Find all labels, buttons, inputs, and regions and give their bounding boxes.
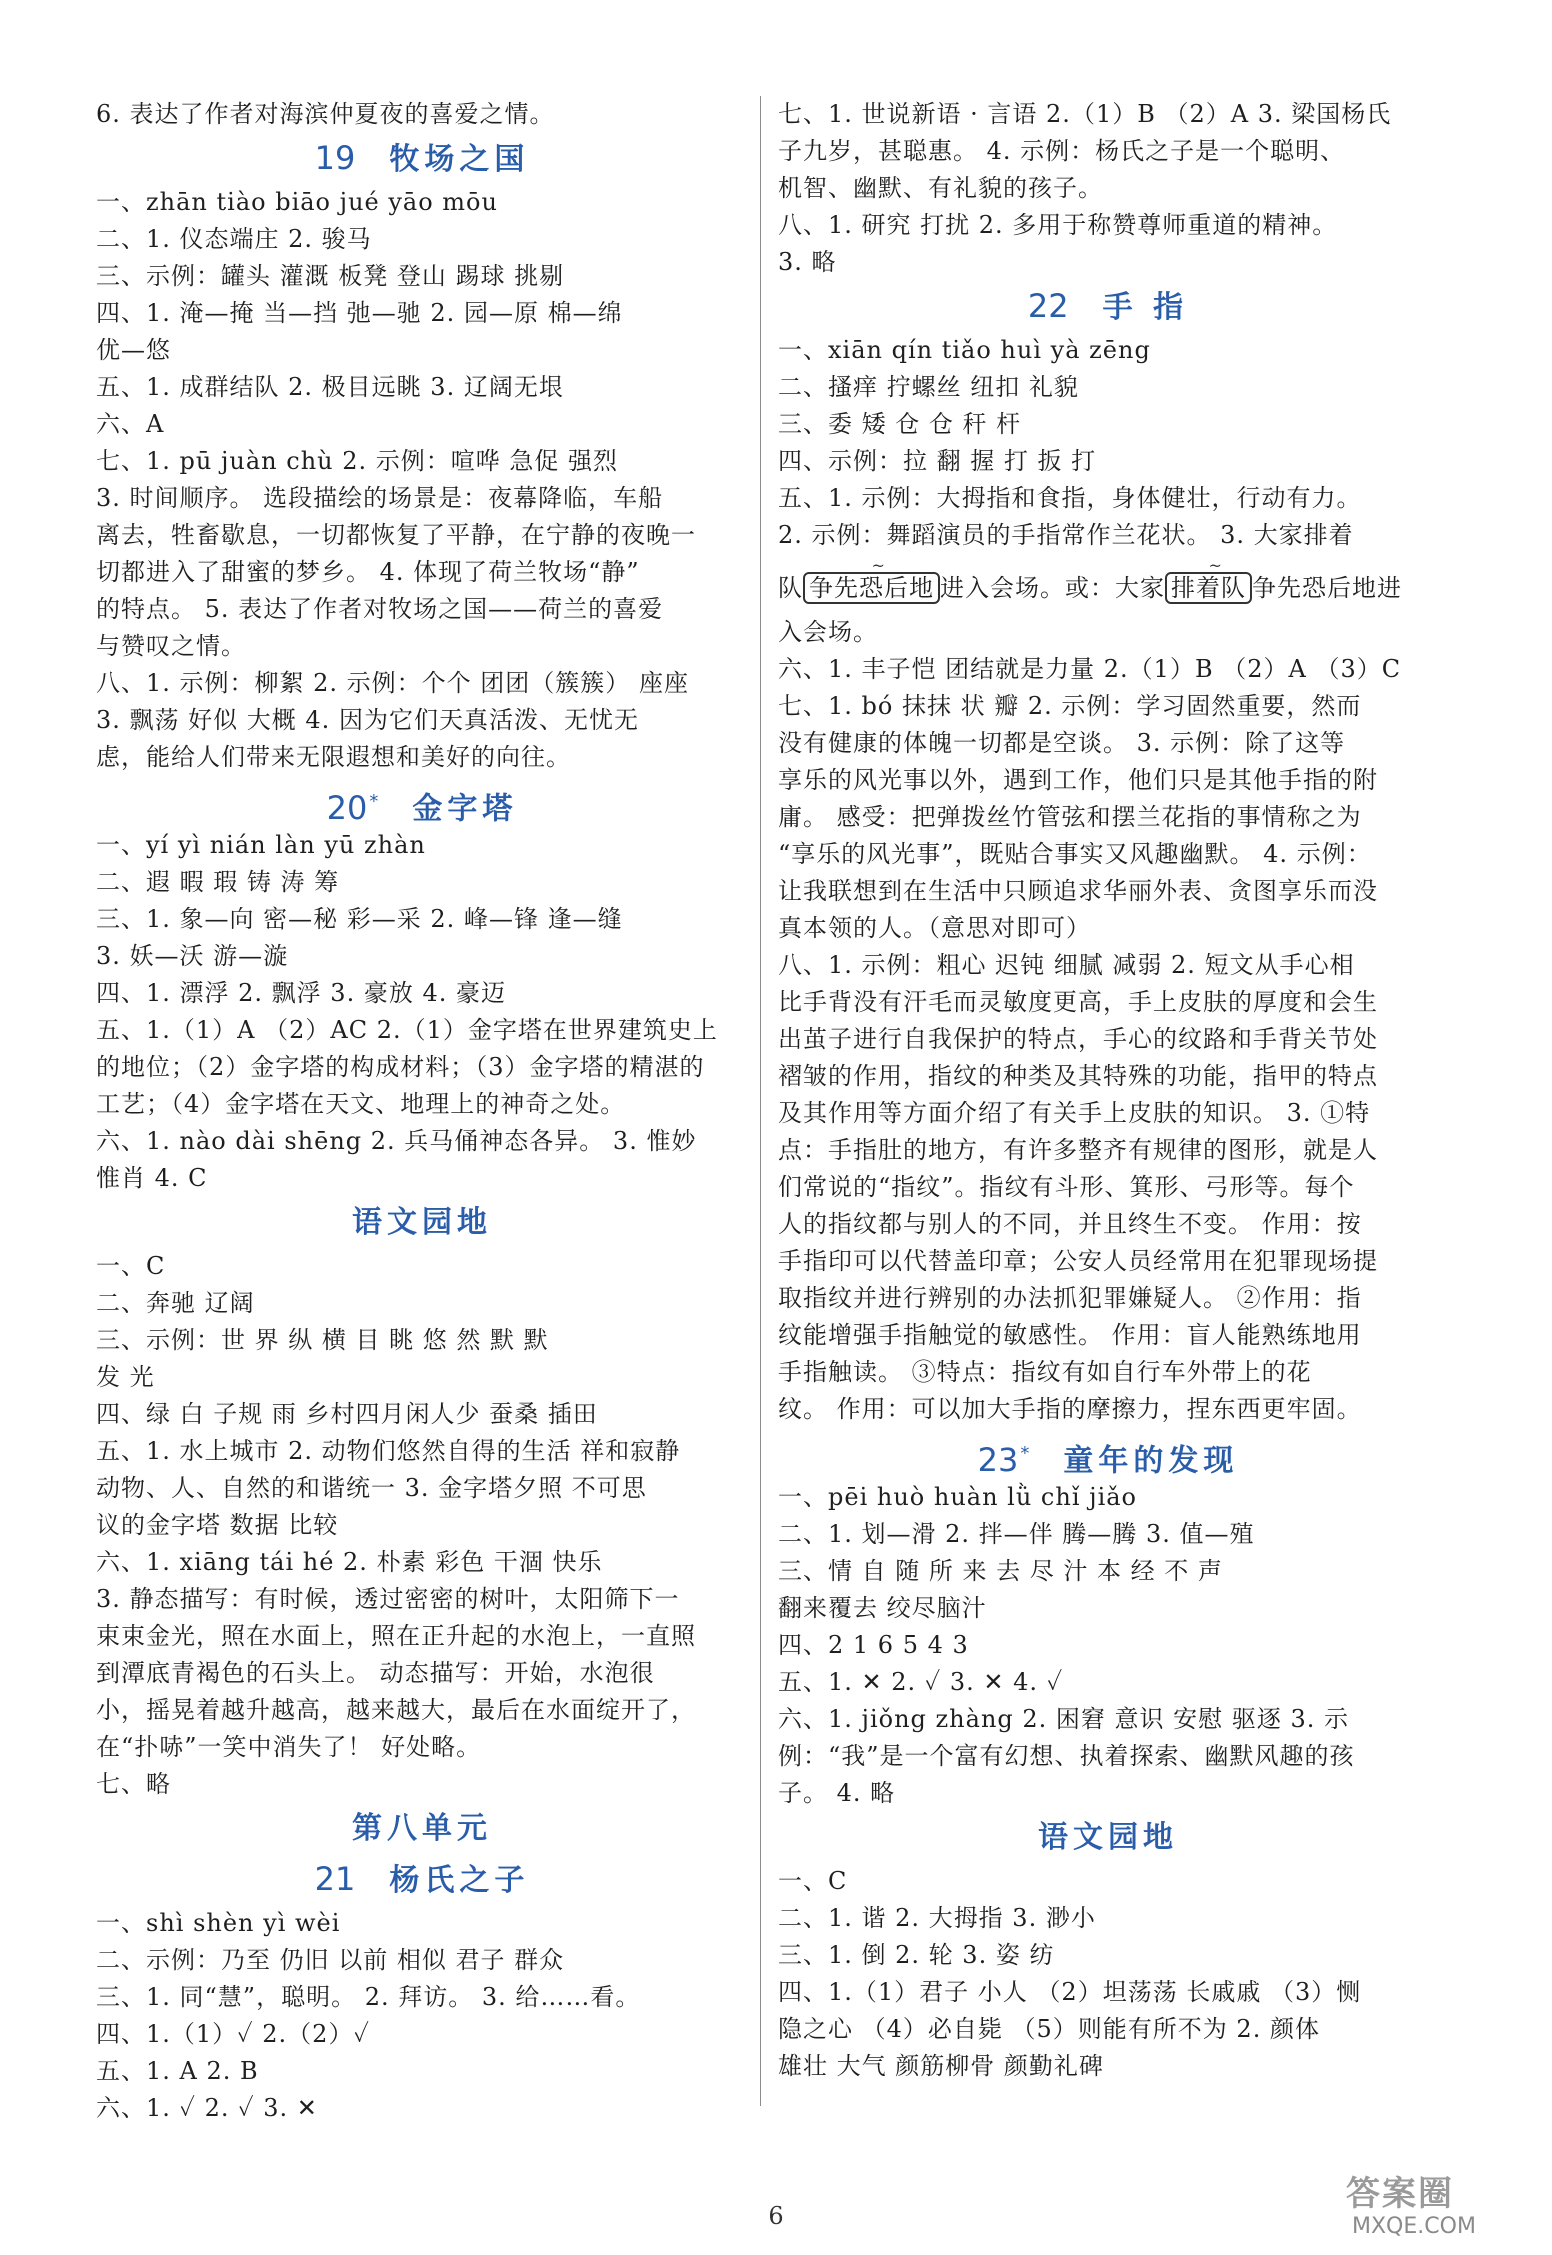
lesson-number-text: 23 [977, 1440, 1019, 1479]
answer-line: 七、略 [96, 1770, 171, 1798]
answer-line: 与赞叹之情。 [96, 632, 246, 660]
answer-line: 六、A [96, 410, 165, 438]
answer-line: 3. 妖—沃 游—漩 [96, 942, 289, 970]
lesson-19-heading [96, 133, 748, 184]
boxed-phrase [803, 556, 940, 604]
lesson-title: 童年的发现 [1063, 1443, 1239, 1479]
boxed-text: 争先恐后地 [809, 574, 934, 602]
answer-line: 惟肖 4. C [96, 1164, 208, 1192]
answer-line: 6. 表达了作者对海滨仲夏夜的喜爱之情。 [96, 100, 555, 128]
answer-line: 六、1. nào dài shēng 2. 兵马俑神态各异。 3. 惟妙 [96, 1127, 697, 1155]
answer-line: 2. 示例：舞蹈演员的手指常作兰花状。 3. 大家排着 [778, 521, 1354, 549]
answer-line: 七、1. 世说新语 · 言语 2.（1）B （2）A 3. 梁国杨氏 [778, 100, 1392, 128]
answer-line: “享乐的风光事”，既贴合事实又风趣幽默。 4. 示例： [778, 840, 1372, 868]
insert-mark-icon: ~ [1208, 556, 1223, 575]
lesson-number-text: 20 [326, 788, 368, 827]
answer-line: 3. 略 [778, 248, 837, 276]
optional-lesson-mark: * [1020, 1443, 1030, 1464]
watermark-logo [1346, 2166, 1546, 2246]
answer-line: 到潭底青褐色的石头上。 动态描写：开始，水泡很 [96, 1659, 655, 1687]
lesson-title: 杨氏之子 [389, 1863, 530, 1898]
answer-line: 优—悠 [96, 336, 171, 364]
answer-line: 的特点。 5. 表达了作者对牧场之国——荷兰的喜爱 [96, 595, 664, 623]
answer-line: 四、1. 漂浮 2. 飘浮 3. 豪放 4. 豪迈 [96, 979, 506, 1007]
answer-line: 享乐的风光事以外，遇到工作，他们只是其他手指的附 [778, 766, 1378, 794]
lesson-22-heading [778, 281, 1438, 332]
answer-line: 小，摇晃着越升越高，越来越大，最后在水面绽开了， [96, 1696, 696, 1724]
answer-line: 们常说的“指纹”。指纹有斗形、箕形、弓形等。每个 [778, 1173, 1355, 1201]
answer-line: 一、yí yì nián làn yū zhàn [96, 831, 426, 859]
answer-line: 三、1. 同“慧”，聪明。 2. 拜访。 3. 给……看。 [96, 1983, 641, 2011]
right-column [778, 96, 1438, 2085]
answer-line: 让我联想到在生活中只顾追求华丽外表、贪图享乐而没 [778, 877, 1378, 905]
chinese-garden-heading: 语文园地 [352, 1205, 492, 1240]
answer-line: 五、1. A 2. B [96, 2057, 259, 2085]
boxed-text: 排着队 [1171, 574, 1246, 602]
answer-line: 三、1. 倒 2. 轮 3. 姿 纺 [778, 1941, 1055, 1969]
answer-line: 隐之心 （4）必自毙 （5）则能有所不为 2. 颜体 [778, 2015, 1320, 2043]
answer-line-with-boxes [778, 554, 1438, 614]
lesson-number: 19 [314, 139, 356, 177]
answer-line: 纹能增强手指触觉的敏感性。 作用：盲人能熟练地用 [778, 1321, 1362, 1349]
answer-line: 翻来覆去 绞尽脑汁 [778, 1594, 987, 1622]
answer-line: 八、1. 研究 打扰 2. 多用于称赞尊师重道的精神。 [778, 211, 1338, 239]
answer-line: 三、委 矮 仓 仓 秆 杆 [778, 410, 1022, 438]
answer-line: 切都进入了甜蜜的梦乡。 4. 体现了荷兰牧场“静” [96, 558, 640, 586]
answer-line: 三、示例：罐头 灌溉 板凳 登山 踢球 挑剔 [96, 262, 565, 290]
answer-line: 三、示例：世 界 纵 横 目 眺 悠 然 默 默 [96, 1326, 549, 1354]
lesson-number: 22 [1027, 287, 1069, 325]
answer-line: 六、1. jiǒng zhàng 2. 困窘 意识 安慰 驱逐 3. 示 [778, 1705, 1349, 1733]
answer-line: 子九岁，甚聪惠。 4. 示例：杨氏之子是一个聪明、 [778, 137, 1346, 165]
lesson-title: 手 指 [1102, 290, 1189, 325]
answer-line: 一、C [778, 1867, 848, 1895]
answer-line: 五、1. ✕ 2. ✓ 3. ✕ 4. ✓ [778, 1668, 1064, 1696]
answer-line: 入会场。 [778, 618, 878, 646]
chinese-garden-heading: 语文园地 [1038, 1820, 1178, 1855]
answer-line: 五、1. 水上城市 2. 动物们悠然自得的生活 祥和寂静 [96, 1437, 681, 1465]
lesson-23-heading [778, 1428, 1438, 1479]
answer-line: 一、xiān qín tiǎo huì yà zēng [778, 336, 1151, 364]
answer-line: 五、1. 示例：大拇指和食指，身体健壮，行动有力。 [778, 484, 1362, 512]
answer-line: 人的指纹都与别人的不同，并且终生不变。 作用：按 [778, 1210, 1362, 1238]
answer-line: 发 光 [96, 1363, 155, 1391]
column-divider [760, 96, 761, 2106]
answer-line: 一、zhān tiào biāo jué yāo mōu [96, 188, 498, 216]
answer-line: 二、搔痒 拧螺丝 纽扣 礼貌 [778, 373, 1079, 401]
answer-line: 四、绿 白 子规 雨 乡村四月闲人少 蚕桑 插田 [96, 1400, 598, 1428]
answer-line: 四、1.（1）✓ 2.（2）✓ [96, 2020, 370, 2048]
unit-heading: 第八单元 [352, 1811, 492, 1846]
boxed-phrase [1165, 556, 1252, 604]
lesson-number [327, 789, 379, 827]
answer-line: 三、情 自 随 所 来 去 尽 汁 本 经 不 声 [778, 1557, 1223, 1585]
answer-line: 七、1. bó 抹抹 状 瓣 2. 示例：学习固然重要，然而 [778, 692, 1362, 720]
answer-line: 束束金光，照在水面上，照在正升起的水泡上，一直照 [96, 1622, 696, 1650]
answer-line: 五、1.（1）A （2）AC 2.（1）金字塔在世界建筑史上 [96, 1016, 718, 1044]
answer-line: 庸。 感受：把弹拨丝竹管弦和摆兰花指的事情称之为 [778, 803, 1362, 831]
answer-line: 八、1. 示例：粗心 迟钝 细腻 减弱 2. 短文从手心相 [778, 951, 1355, 979]
answer-line: 四、1. 淹—掩 当—挡 弛—驰 2. 园—原 棉—绵 [96, 299, 623, 327]
text-fragment: 队 [778, 574, 803, 602]
answer-line: 二、1. 谐 2. 大拇指 3. 渺小 [778, 1904, 1096, 1932]
answer-line: 比手背没有汗毛而灵敏度更高，手上皮肤的厚度和会生 [778, 988, 1378, 1016]
answer-line: 手指触读。 ③特点：指纹有如自行车外带上的花 [778, 1358, 1312, 1386]
lesson-21-heading [96, 1854, 748, 1905]
answer-line: 在“扑哧”一笑中消失了！ 好处略。 [96, 1733, 482, 1761]
answer-line: 六、1. 丰子恺 团结就是力量 2.（1）B （2）A （3）C [778, 655, 1402, 683]
lesson-title: 金字塔 [412, 791, 518, 827]
answer-line: 的地位；（2）金字塔的构成材料；（3）金字塔的精湛的 [96, 1053, 705, 1081]
answer-line: 3. 飘荡 好似 大概 4. 因为它们天真活泼、无忧无 [96, 706, 639, 734]
answer-line: 四、示例：拉 翻 握 打 扳 打 [778, 447, 1097, 475]
watermark-text: 答案圈 [1346, 2174, 1454, 2214]
optional-lesson-mark: * [369, 791, 379, 812]
answer-line: 3. 静态描写：有时候，透过密密的树叶，太阳筛下一 [96, 1585, 680, 1613]
answer-line: 褶皱的作用，指纹的种类及其特殊的功能，指甲的特点 [778, 1062, 1378, 1090]
answer-line: 五、1. 成群结队 2. 极目远眺 3. 辽阔无垠 [96, 373, 564, 401]
answer-line: 四、1.（1）君子 小人 （2）坦荡荡 长戚戚 （3）恻 [778, 1978, 1362, 2006]
answer-line: 没有健康的体魄一切都是空谈。 3. 示例：除了这等 [778, 729, 1346, 757]
answer-line: 纹。 作用：可以加大手指的摩擦力，捏东西更牢固。 [778, 1395, 1362, 1423]
left-column [96, 96, 748, 2127]
answer-line: 议的金字塔 数据 比较 [96, 1511, 339, 1539]
answer-line: 八、1. 示例：柳絮 2. 示例：个个 团团（簇簇） 座座 [96, 669, 689, 697]
lesson-20-heading [96, 776, 748, 827]
lesson-number: 21 [314, 1860, 356, 1898]
answer-line: 一、C [96, 1252, 166, 1280]
answer-line: 六、1. xiāng tái hé 2. 朴素 彩色 干涸 快乐 [96, 1548, 603, 1576]
answer-line: 二、遐 暇 瑕 铸 涛 筹 [96, 868, 340, 896]
lesson-title: 牧场之国 [389, 142, 530, 177]
text-fragment: 争先恐后地进 [1252, 574, 1402, 602]
answer-line: 点：手指肚的地方，有许多整齐有规律的图形，就是人 [778, 1136, 1378, 1164]
answer-line: 取指纹并进行辨别的办法抓犯罪嫌疑人。 ②作用：指 [778, 1284, 1362, 1312]
answer-line: 四、2 1 6 5 4 3 [778, 1631, 969, 1659]
answer-line: 一、shì shèn yì wèi [96, 1909, 341, 1937]
answer-line: 机智、幽默、有礼貌的孩子。 [778, 174, 1103, 202]
answer-line: 工艺；（4）金字塔在天文、地理上的神奇之处。 [96, 1090, 626, 1118]
answer-line: 子。 4. 略 [778, 1779, 896, 1807]
answer-line: 二、奔驰 辽阔 [96, 1289, 255, 1317]
answer-line: 例：“我”是一个富有幻想、执着探索、幽默风趣的孩 [778, 1742, 1355, 1770]
answer-line: 动物、人、自然的和谐统一 3. 金字塔夕照 不可思 [96, 1474, 647, 1502]
answer-line: 3. 时间顺序。 选段描绘的场景是：夜幕降临，车船 [96, 484, 664, 512]
answer-line: 虑，能给人们带来无限遐想和美好的向往。 [96, 743, 571, 771]
answer-line: 及其作用等方面介绍了有关手上皮肤的知识。 3. ①特 [778, 1099, 1371, 1127]
text-fragment: 进入会场。或：大家 [940, 574, 1165, 602]
answer-line: 七、1. pū juàn chù 2. 示例：喧哗 急促 强烈 [96, 447, 619, 475]
insert-mark-icon: ~ [871, 556, 886, 575]
answer-line: 真本领的人。（意思对即可） [778, 914, 1091, 942]
answer-line: 二、1. 划—滑 2. 拌—伴 腾—腾 3. 值—殖 [778, 1520, 1255, 1548]
answer-line: 一、pēi huò huàn lǜ chǐ jiǎo [778, 1483, 1138, 1511]
answer-line: 三、1. 象—向 密—秘 彩—采 2. 峰—锋 逢—缝 [96, 905, 623, 933]
answer-line: 雄壮 大气 颜筋柳骨 颜勤礼碑 [778, 2052, 1104, 2080]
answer-line: 出茧子进行自我保护的特点，手心的纹路和手背关节处 [778, 1025, 1378, 1053]
watermark-url: MXQE.COM [1352, 2214, 1476, 2239]
answer-line: 二、示例：乃至 仍旧 以前 相似 君子 群众 [96, 1946, 565, 1974]
answer-line: 六、1. ✓ 2. ✓ 3. ✕ [96, 2094, 318, 2122]
page-number: 6 [768, 2202, 784, 2230]
answer-line: 二、1. 仪态端庄 2. 骏马 [96, 225, 372, 253]
answer-line: 手指印可以代替盖印章；公安人员经常用在犯罪现场提 [778, 1247, 1378, 1275]
lesson-number [978, 1441, 1030, 1479]
answer-line: 离去，牲畜歇息，一切都恢复了平静，在宁静的夜晚一 [96, 521, 696, 549]
